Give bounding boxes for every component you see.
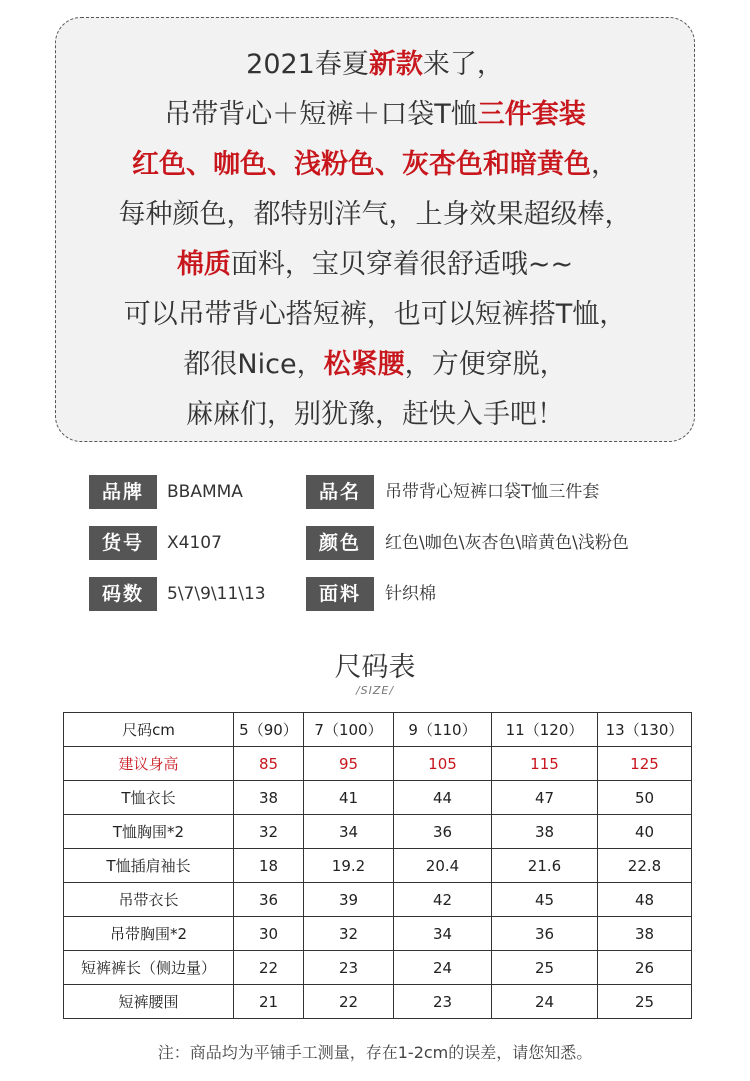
table-cell: 24 xyxy=(492,985,598,1019)
table-cell: 短裤腰围 xyxy=(64,985,234,1019)
spec-row-2 xyxy=(89,526,689,560)
table-cell: 36 xyxy=(234,883,304,917)
table-cell: T恤衣长 xyxy=(64,781,234,815)
header-cell: 11（120） xyxy=(492,713,598,747)
table-cell: 23 xyxy=(304,951,394,985)
promo-panel xyxy=(55,17,695,442)
table-cell: 44 xyxy=(394,781,492,815)
size-chart-subtitle: /SIZE/ xyxy=(355,684,395,697)
table-cell: 22 xyxy=(304,985,394,1019)
promo-text: 来了， xyxy=(422,49,504,80)
table-cell: 38 xyxy=(598,917,692,951)
table-cell: 建议身高 xyxy=(64,747,234,781)
measurement-note: 注：商品均为平铺手工测量，存在1-2cm的误差，请您知悉。 xyxy=(157,1043,593,1062)
table-cell: 115 xyxy=(492,747,598,781)
promo-highlight: 松紧腰 xyxy=(323,349,405,380)
table-cell: 41 xyxy=(304,781,394,815)
product-name-tag: 品名 xyxy=(306,475,374,509)
promo-highlight: 红色、咖色、浅粉色、灰杏色和暗黄色 xyxy=(132,149,591,180)
table-cell: 21 xyxy=(234,985,304,1019)
size-tag: 码数 xyxy=(89,577,157,611)
promo-line-4: 每种颜色，都特别洋气，上身效果超级棒， xyxy=(118,199,632,230)
table-cell: 19.2 xyxy=(304,849,394,883)
header-cell: 13（130） xyxy=(598,713,692,747)
table-cell: 34 xyxy=(394,917,492,951)
promo-highlight: 新款 xyxy=(368,49,423,80)
table-cell: 25 xyxy=(492,951,598,985)
product-name-value: 吊带背心短裤口袋T恤三件套 xyxy=(385,482,600,502)
table-row xyxy=(64,747,692,781)
brand-value: BBAMMA xyxy=(167,482,243,502)
table-cell: T恤胸围*2 xyxy=(64,815,234,849)
table-row xyxy=(64,849,692,883)
table-cell: 32 xyxy=(304,917,394,951)
promo-text: 2021春夏 xyxy=(246,49,369,80)
table-row xyxy=(64,781,692,815)
promo-text: ，方便穿脱， xyxy=(404,349,567,380)
table-cell: 125 xyxy=(598,747,692,781)
promo-line-3 xyxy=(56,140,694,190)
table-cell: 22.8 xyxy=(598,849,692,883)
table-cell: 22 xyxy=(234,951,304,985)
table-cell: 39 xyxy=(304,883,394,917)
promo-text: 吊带背心＋短裤＋口袋T恤 xyxy=(164,99,478,130)
table-cell: 48 xyxy=(598,883,692,917)
table-cell: 85 xyxy=(234,747,304,781)
promo-text: 面料，宝贝穿着很舒适哦~~ xyxy=(230,249,574,280)
table-cell: 吊带胸围*2 xyxy=(64,917,234,951)
table-cell: 40 xyxy=(598,815,692,849)
table-row xyxy=(64,917,692,951)
table-cell: 38 xyxy=(234,781,304,815)
header-cell: 尺码cm xyxy=(64,713,234,747)
table-cell: 42 xyxy=(394,883,492,917)
table-cell: T恤插肩袖长 xyxy=(64,849,234,883)
header-cell: 9（110） xyxy=(394,713,492,747)
size-value: 5\7\9\11\13 xyxy=(167,584,266,604)
table-cell: 23 xyxy=(394,985,492,1019)
table-row xyxy=(64,815,692,849)
header-cell: 5（90） xyxy=(234,713,304,747)
table-cell: 21.6 xyxy=(492,849,598,883)
table-cell: 26 xyxy=(598,951,692,985)
promo-line-5 xyxy=(56,240,694,290)
color-value: 红色\咖色\灰杏色\暗黄色\浅粉色 xyxy=(385,533,629,553)
table-cell: 25 xyxy=(598,985,692,1019)
size-chart-title: 尺码表 xyxy=(334,652,416,683)
table-row xyxy=(64,985,692,1019)
size-table xyxy=(63,712,692,1019)
table-cell: 50 xyxy=(598,781,692,815)
promo-text: ， xyxy=(591,149,618,180)
item-no-tag: 货号 xyxy=(89,526,157,560)
table-cell: 34 xyxy=(304,815,394,849)
promo-line-7 xyxy=(56,340,694,390)
promo-line-1 xyxy=(56,40,694,90)
brand-tag: 品牌 xyxy=(89,475,157,509)
promo-line-8: 麻麻们，别犹豫，赶快入手吧！ xyxy=(186,399,564,430)
table-cell: 36 xyxy=(492,917,598,951)
table-cell: 短裤裤长（侧边量） xyxy=(64,951,234,985)
table-row xyxy=(64,951,692,985)
fabric-value: 针织棉 xyxy=(385,584,436,604)
table-cell: 47 xyxy=(492,781,598,815)
header-cell: 7（100） xyxy=(304,713,394,747)
promo-line-6: 可以吊带背心搭短裤，也可以短裤搭T恤， xyxy=(123,299,627,330)
spec-row-3 xyxy=(89,577,689,611)
item-no-value: X4107 xyxy=(167,533,222,553)
promo-highlight: 棉质 xyxy=(176,249,231,280)
table-cell: 20.4 xyxy=(394,849,492,883)
table-cell: 38 xyxy=(492,815,598,849)
promo-text: 都很Nice， xyxy=(183,349,324,380)
table-cell: 24 xyxy=(394,951,492,985)
spec-row-1 xyxy=(89,475,689,509)
table-cell: 95 xyxy=(304,747,394,781)
table-cell: 105 xyxy=(394,747,492,781)
table-cell: 30 xyxy=(234,917,304,951)
fabric-tag: 面料 xyxy=(306,577,374,611)
table-cell: 32 xyxy=(234,815,304,849)
promo-highlight: 三件套装 xyxy=(477,99,586,130)
color-tag: 颜色 xyxy=(306,526,374,560)
table-cell: 18 xyxy=(234,849,304,883)
table-cell: 45 xyxy=(492,883,598,917)
table-cell: 36 xyxy=(394,815,492,849)
promo-line-2 xyxy=(56,90,694,140)
table-cell: 吊带衣长 xyxy=(64,883,234,917)
table-header-row xyxy=(64,713,692,747)
table-row xyxy=(64,883,692,917)
